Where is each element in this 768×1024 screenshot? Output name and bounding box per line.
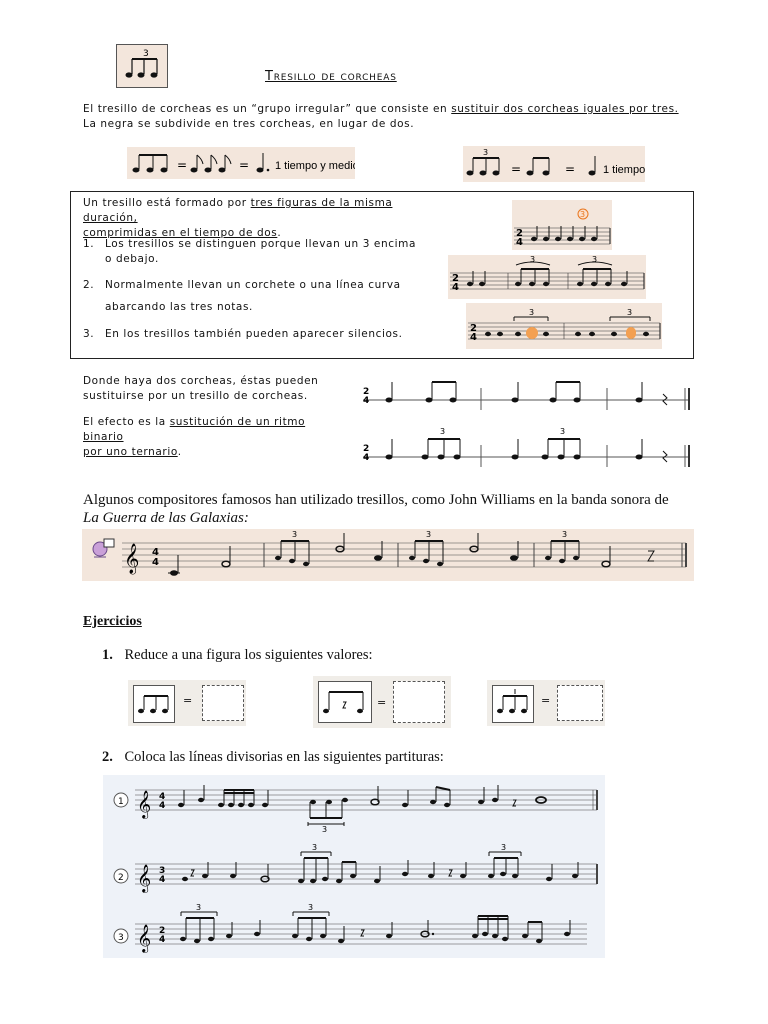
svg-text:4: 4	[470, 332, 477, 343]
score-2	[105, 840, 605, 896]
reduce-item-3	[487, 680, 605, 726]
svg-text:𝄞: 𝄞	[137, 790, 152, 818]
svg-text:2: 2	[516, 228, 523, 239]
equivalence-right	[463, 146, 645, 182]
item-number: 1.	[83, 238, 95, 250]
svg-text:2: 2	[159, 926, 166, 936]
score-number: 3	[118, 933, 124, 943]
box-intro-u1: tres figuras de la misma duración,	[83, 197, 393, 224]
svg-text:2: 2	[363, 444, 370, 454]
page-title-text: Tresillo de corcheas	[265, 69, 397, 84]
answer-box[interactable]	[393, 681, 445, 723]
equals-sign: =	[541, 694, 551, 707]
substitution-text-u2: por uno ternario	[83, 446, 178, 458]
item-text-continued: abarcando las tres notas.	[105, 301, 253, 313]
svg-text:4: 4	[452, 282, 459, 293]
triplet-number: 3	[580, 210, 586, 219]
box-intro-u2: comprimidas en el tiempo de dos	[83, 227, 278, 239]
triplet-number: 3	[483, 148, 489, 157]
triplet-number: 3	[560, 427, 566, 436]
triplet-number: 3	[530, 255, 536, 264]
svg-text:4: 4	[159, 801, 166, 811]
equals-sign: =	[183, 694, 193, 707]
svg-text:4: 4	[152, 547, 159, 558]
svg-text:4: 4	[159, 792, 166, 802]
triplet-number: 3	[440, 427, 446, 436]
exercise-2	[102, 749, 444, 766]
equals-sign: =	[239, 158, 250, 172]
triplet-number: 3	[562, 530, 568, 539]
box-intro-a: Un tresillo está formado por	[83, 197, 251, 209]
box-item-1	[83, 237, 423, 267]
box-intro-end: .	[277, 227, 282, 239]
substitution-text-u1: sustitución de un ritmo binario	[83, 416, 306, 443]
box-item-3	[83, 327, 423, 342]
item-text: Normalmente llevan un corchete o una línea curva	[105, 279, 401, 291]
equals-sign: =	[511, 162, 522, 176]
reduce-item-1	[128, 680, 246, 726]
williams-line-2: La Guerra de las Galaxias:	[83, 510, 249, 526]
page-title	[265, 69, 397, 84]
duration-text: 1 tiempo y medio	[275, 160, 355, 172]
box-example-staff-3	[466, 303, 662, 349]
williams-paragraph	[83, 491, 703, 527]
substitution-paragraph-1: Donde haya dos corcheas, éstas pueden sustituirse por un tresillo de corcheas.	[83, 375, 319, 402]
exercise-text: Coloca las líneas divisorias en las siguientes partituras:	[124, 749, 444, 765]
svg-text:𝄞: 𝄞	[124, 544, 140, 574]
item-text: En los tresillos también pueden aparecer silencios.	[105, 328, 403, 340]
triplet-eighths-icon	[117, 45, 167, 87]
exercise-number: 2.	[102, 749, 113, 765]
svg-text:4: 4	[516, 237, 523, 248]
exercise-number: 1.	[102, 647, 113, 663]
answer-box[interactable]	[557, 685, 603, 721]
equals-sign: =	[565, 162, 576, 176]
speaker-icon[interactable]	[93, 539, 114, 557]
svg-text:2: 2	[452, 273, 459, 284]
williams-line-1: Algunos compositores famosos han utilizado tresillos, como John Williams en la banda sonora de	[83, 492, 669, 508]
score-number: 1	[118, 797, 124, 807]
svg-text:4: 4	[159, 875, 166, 885]
intro-paragraph	[83, 102, 683, 132]
svg-text:4: 4	[363, 453, 370, 463]
triplet-number: 3	[426, 530, 432, 539]
score-3	[105, 900, 605, 958]
score-number: 2	[118, 873, 124, 883]
triplet-number: 3	[627, 308, 633, 317]
item-number: 2.	[83, 279, 95, 291]
triplet-number: 3	[196, 903, 202, 912]
box-intro	[83, 196, 443, 241]
intro-line-1	[83, 102, 683, 117]
ternary-rhythm-staff	[355, 425, 695, 471]
binary-rhythm-staff	[355, 370, 695, 414]
exercises-heading: Ejercicios	[83, 614, 142, 629]
box-item-2	[83, 278, 423, 315]
svg-text:𝄞: 𝄞	[137, 864, 152, 892]
exercise-text: Reduce a una figura los siguientes valores:	[124, 647, 373, 663]
equals-sign: =	[177, 158, 188, 172]
svg-text:𝄞: 𝄞	[137, 924, 152, 952]
svg-text:3: 3	[159, 866, 166, 876]
triplet-number: 3	[501, 843, 507, 852]
box-example-staff-2	[448, 255, 646, 299]
triplet-number: 3	[292, 530, 298, 539]
triplet-number: 3	[529, 308, 535, 317]
svg-text:2: 2	[363, 387, 370, 397]
equivalence-left	[127, 147, 355, 179]
item-number: 3.	[83, 328, 95, 340]
intro-text-underlined: sustituir dos corcheas iguales por tres.	[451, 103, 679, 115]
answer-box[interactable]	[202, 685, 244, 721]
item-text: Los tresillos se distinguen porque llevan un 3 encima o debajo.	[105, 238, 417, 265]
substitution-paragraph-2	[83, 415, 343, 460]
triplet-number: 3	[308, 903, 314, 912]
substitution-text-a: El efecto es la	[83, 416, 170, 428]
triplet-number: 3	[143, 49, 149, 59]
substitution-text-end: .	[177, 446, 182, 458]
svg-text:4: 4	[159, 935, 166, 945]
intro-line-2: La negra se subdivide en tres corcheas, en lugar de dos.	[83, 118, 415, 130]
exercise-1	[102, 647, 373, 664]
svg-text:2: 2	[470, 323, 477, 334]
svg-text:4: 4	[152, 557, 159, 568]
star-wars-staff	[82, 529, 694, 581]
score-1	[105, 778, 605, 834]
triplet-number: 3	[592, 255, 598, 264]
reduce-item-2	[313, 676, 451, 728]
triplet-number: 3	[322, 825, 328, 834]
equals-sign: =	[377, 696, 387, 709]
intro-text-a: El tresillo de corcheas es un “grupo irregular” que consiste en	[83, 103, 452, 115]
triplet-number: 3	[312, 843, 318, 852]
header-triplet-icon	[116, 44, 168, 88]
svg-text:4: 4	[363, 396, 370, 406]
duration-text: 1 tiempo	[603, 164, 645, 176]
box-example-staff-1	[512, 200, 612, 250]
